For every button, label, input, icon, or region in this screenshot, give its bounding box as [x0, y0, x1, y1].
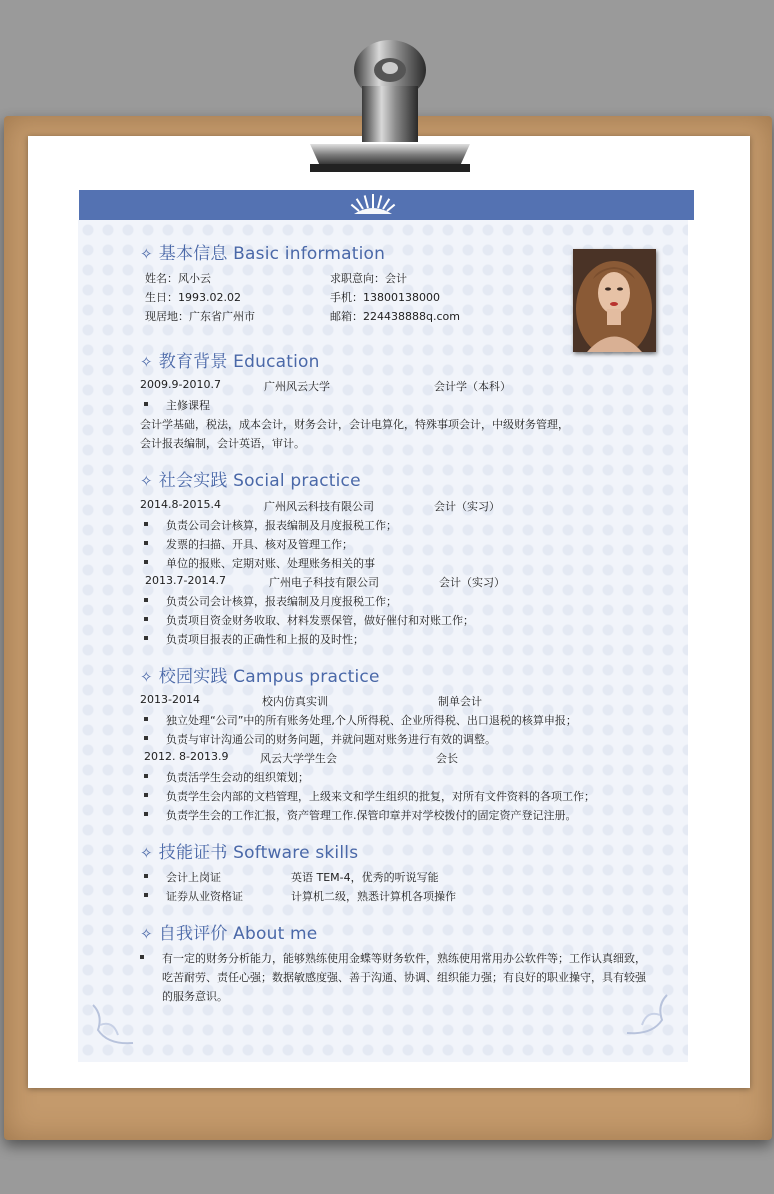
birth-field: 生日：1993.02.02 [145, 291, 241, 304]
list-item: 负责公司会计核算，报表编制及月度报税工作； [166, 519, 397, 532]
list-item: 负责项目资金财务收取、材料发票保管，做好催付和对账工作； [166, 614, 474, 627]
edu-courses-line1: 会计学基础，税法，成本会计，财务会计，会计电算化，特殊事项会计，中级财务管理， [140, 418, 569, 431]
binder-clip-icon [300, 28, 480, 178]
edu-period: 2009.9-2010.7 [140, 378, 221, 391]
star-icon: ✧ [140, 353, 153, 371]
list-item: 负责学生会内部的文档管理，上级来文和学生组织的批复，对所有文件资料的各项工作； [166, 790, 595, 803]
name-field: 姓名：风小云 [145, 272, 211, 285]
social-job2-company: 广州电子科技有限公司 [269, 576, 379, 589]
skill-item: 会计上岗证 [166, 871, 221, 884]
about-line2: 吃苦耐劳、责任心强；数据敏感度强、善于沟通、协调、组织能力强；有良好的职业操守，具有较强 [162, 971, 646, 984]
profile-photo [573, 249, 656, 352]
campus-job1-org: 校内仿真实训 [262, 695, 328, 708]
about-line1: 有一定的财务分析能力，能够熟练使用金蝶等财务软件，熟练使用常用办公软件等；工作认真细致， [162, 952, 646, 965]
edu-major: 会计学（本科） [434, 380, 511, 393]
skills-title: ✧ 技能证书 Software skills [140, 843, 359, 863]
star-icon: ✧ [140, 844, 153, 862]
social-job2-period: 2013.7-2014.7 [145, 574, 226, 587]
edu-school: 广州风云大学 [264, 380, 330, 393]
edu-courses-line2: 会计报表编制，会计英语，审计。 [140, 437, 305, 450]
social-practice-title: ✧ 社会实践 Social practice [140, 471, 361, 491]
list-item: 负责公司会计核算，报表编制及月度报税工作； [166, 595, 397, 608]
star-icon: ✧ [140, 668, 153, 686]
star-icon: ✧ [140, 245, 153, 263]
list-item: 负责与审计沟通公司的财务问题，并就问题对账务进行有效的调整。 [166, 733, 496, 746]
education-title: ✧ 教育背景 Education [140, 352, 320, 372]
skill-item-right: 计算机二级，熟悉计算机各项操作 [291, 890, 456, 903]
list-item: 单位的报账、定期对账、处理账务相关的事 [166, 557, 375, 570]
social-job2-role: 会计（实习） [439, 576, 505, 589]
about-title: ✧ 自我评价 About me [140, 924, 318, 944]
campus-job2-period: 2012. 8-2013.9 [144, 750, 229, 763]
skill-item: 证券从业资格证 [166, 890, 243, 903]
skill-item-right: 英语 TEM-4，优秀的听说写能 [291, 871, 439, 884]
address-field: 现居地：广东省广州市 [145, 310, 255, 323]
fan-ornament-icon [350, 192, 396, 218]
campus-job2-role: 会长 [436, 752, 458, 765]
about-line3: 的服务意识。 [162, 990, 228, 1003]
list-item: 负责学生会的工作汇报，资产管理工作.保管印章并对学校拨付的固定资产登记注册。 [166, 809, 577, 822]
social-job1-company: 广州风云科技有限公司 [264, 500, 374, 513]
phone-field: 手机：13800138000 [330, 291, 440, 304]
list-item: 发票的扫描、开具、核对及管理工作； [166, 538, 353, 551]
basic-info-title: ✧ 基本信息 Basic information [140, 244, 386, 264]
intent-field: 求职意向：会计 [330, 272, 407, 285]
campus-practice-title: ✧ 校园实践 Campus practice [140, 667, 380, 687]
list-item: 独立处理“公司”中的所有账务处理,个人所得税、企业所得税、出口退税的核算申报； [166, 714, 577, 727]
social-job1-role: 会计（实习） [434, 500, 500, 513]
star-icon: ✧ [140, 472, 153, 490]
list-item: 负责项目报表的正确性和上报的及时性； [166, 633, 364, 646]
list-item: 负责活学生会动的组织策划； [166, 771, 309, 784]
portrait-image [573, 249, 656, 352]
edu-courses-label: 主修课程 [166, 399, 210, 412]
corner-ornament-right-icon [612, 985, 672, 1045]
campus-job1-role: 制单会计 [438, 695, 482, 708]
campus-job2-org: 风云大学学生会 [260, 752, 337, 765]
campus-job1-period: 2013-2014 [140, 693, 200, 706]
corner-ornament-left-icon [88, 995, 148, 1055]
email-field: 邮箱：224438888q.com [330, 310, 460, 323]
star-icon: ✧ [140, 925, 153, 943]
social-job1-period: 2014.8-2015.4 [140, 498, 221, 511]
